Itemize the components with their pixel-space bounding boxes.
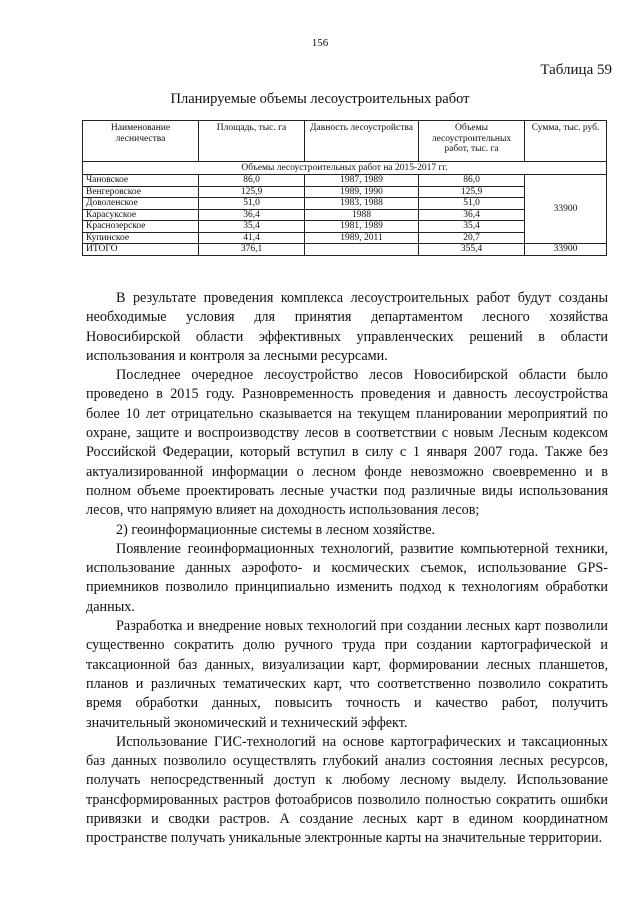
section-title: Объемы лесоустроительных работ на 2015-2017 гг.	[83, 162, 607, 175]
paragraph: 2) геоинформационные системы в лесном хозяйстве.	[116, 521, 436, 538]
cell-name: Карасукское	[83, 209, 199, 221]
table-section-row	[83, 162, 607, 175]
cell-total-label: ИТОГО	[83, 244, 199, 256]
cell-area: 125,9	[199, 186, 305, 198]
cell-name: Купинское	[83, 232, 199, 244]
header-area: Площадь, тыс. га	[199, 121, 305, 162]
forest-works-table	[82, 120, 607, 256]
cell-area: 35,4	[199, 221, 305, 233]
cell-area: 41,4	[199, 232, 305, 244]
page-number: 156	[311, 37, 329, 49]
cell-age: 1987, 1989	[305, 175, 419, 187]
cell-total-age	[305, 244, 419, 256]
cell-volume: 35,4	[419, 221, 525, 233]
paragraph: Появление геоинформационных технологий, развитие компьютерной техники, использование данных аэрофото- и космических съемок, использование GPS-приемников позволило принципиально изменить подход к технологиям обработки данных.	[86, 540, 608, 615]
cell-age: 1989, 2011	[305, 232, 419, 244]
header-age: Давность лесоустройства	[305, 121, 419, 162]
cell-sum-merged: 33900	[525, 175, 607, 244]
cell-age: 1981, 1989	[305, 221, 419, 233]
cell-name: Венгеровское	[83, 186, 199, 198]
table-title: Планируемые объемы лесоустроительных работ	[170, 91, 470, 107]
paragraph: Разработка и внедрение новых технологий при создании лесных карт позволили существенно сократить долю ручного труда при создании картографической и таксационной баз данных, визуализации карт, формировании лесных планшетов, планов и различных тематических карт, что соответственно позволило сократить время обработки данных, повысить точность и качество работ, получить значительный экономический и технический эффект.	[86, 618, 608, 731]
cell-age: 1989, 1990	[305, 186, 419, 198]
cell-total-area: 376,1	[199, 244, 305, 256]
cell-area: 86,0	[199, 175, 305, 187]
cell-area: 51,0	[199, 198, 305, 210]
cell-name: Доволенское	[83, 198, 199, 210]
header-forestry-name: Наименование лесничества	[83, 121, 199, 162]
cell-age: 1983, 1988	[305, 198, 419, 210]
cell-volume: 125,9	[419, 186, 525, 198]
header-sum: Сумма, тыс. руб.	[525, 121, 607, 162]
cell-volume: 20,7	[419, 232, 525, 244]
cell-area: 36,4	[199, 209, 305, 221]
table-label: Таблица 59	[540, 62, 612, 78]
paragraph: В результате проведения комплекса лесоустроительных работ будут созданы необходимые условия для принятия департаментом лесного хозяйства Новосибирской области эффективных управленческих решений в области использования и контроля за лесными ресурсами.	[86, 290, 608, 364]
table-header-row	[83, 121, 607, 162]
paragraph: Последнее очередное лесоустройство лесов Новосибирской области было проведено в 2015 году. Разновременность проведения и давность лесоустройства более 10 лет отрицательно сказывается на текущем планировании мероприятий по охране, защите и воспроизводству лесов в соответствии с новым Лесным кодексом Российской Федерации, который вступил в силу с 1 января 2007 года. Также без актуализированной информации о лесном фонде невозможно своевременно и в полном объеме проектировать лесные участки под различные виды использования лесов, что напрямую влияет на доходность использования лесов;	[86, 367, 608, 519]
cell-volume: 86,0	[419, 175, 525, 187]
cell-volume: 36,4	[419, 209, 525, 221]
cell-name: Чановское	[83, 175, 199, 187]
cell-age: 1988	[305, 209, 419, 221]
cell-volume: 51,0	[419, 198, 525, 210]
cell-total-volume: 355,4	[419, 244, 525, 256]
table-total-row	[83, 244, 607, 256]
header-volume: Объемы лесоустроительных работ, тыс. га	[419, 121, 525, 162]
cell-name: Краснозерское	[83, 221, 199, 233]
paragraph: Использование ГИС-технологий на основе картографических и таксационных баз данных позволило осуществлять глубокий анализ состояния лесных ресурсов, получать непосредственный доступ к любому лесному выделу. Использование трансформированных растров фотоабрисов позволило полностью сократить ошибки привязки и сводки растров. А создание лесных карт в едином координатном пространстве получать уникальные электронные карты на значительные территории.	[86, 733, 608, 847]
cell-total-sum: 33900	[525, 244, 607, 256]
body-text	[86, 289, 608, 849]
table-row	[83, 175, 607, 187]
